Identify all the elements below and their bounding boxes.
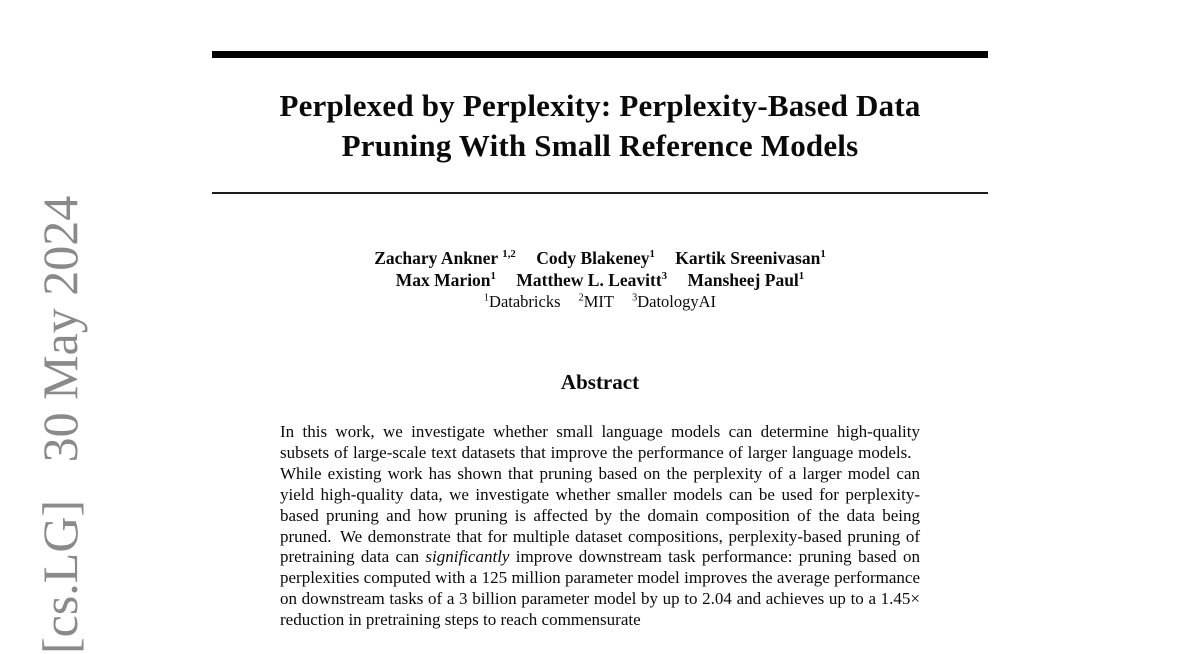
abstract-italic-word: significantly	[425, 547, 510, 567]
author-name	[675, 248, 825, 268]
affiliation-label: Databricks	[489, 292, 561, 311]
affiliation-label: MIT	[583, 292, 614, 311]
affiliation-item	[632, 292, 716, 311]
author-superscript: 1	[649, 248, 655, 261]
abstract-text-part-2: improve downstream task performance: pruning based on perplexities computed with a 125 million parameter model improves the average performance on downstream tasks of a 3 billion parameter model by up to 2.04 and achieves up to a 1.45× reduction in pretraining steps to reach commensurate	[280, 547, 920, 630]
author-name-text: Matthew L. Leavitt	[516, 270, 662, 290]
paper-title-line-1: Perplexed by Perplexity: Perplexity-Based Data	[279, 88, 921, 123]
authors-row-2	[0, 269, 1200, 291]
affiliation-item	[484, 292, 561, 311]
title-rule-top	[212, 51, 988, 58]
author-superscript: 1	[820, 248, 826, 261]
author-name	[374, 248, 516, 268]
author-name	[687, 270, 804, 290]
abstract-text-part-1: In this work, we investigate whether small language models can determine high-quality subsets of large-scale text datasets that improve the performance of larger language models. While existing work has shown that pruning based on the perplexity of a larger model can yield high-quality data, we investigate whether smaller models can be used for perplexity-based pruning and how pruning is affected by the domain composition of the data being pruned. We demonstrate that for multiple dataset compositions, perplexity-based pruning of pretraining data can	[280, 422, 920, 567]
authors-block	[0, 247, 1200, 313]
author-superscript: 3	[661, 270, 668, 283]
author-superscript: 1	[490, 270, 496, 283]
author-superscript: 1	[798, 270, 805, 283]
author-superscript: 1,2	[502, 248, 516, 261]
author-name-text: Max Marion	[395, 270, 491, 290]
paper-title-line-2: Pruning With Small Reference Models	[341, 128, 859, 163]
author-name	[516, 270, 667, 290]
author-name-text: Cody Blakeney	[536, 248, 650, 268]
affiliation-item	[579, 292, 614, 311]
abstract-heading: Abstract	[560, 370, 640, 394]
authors-row-1	[0, 247, 1200, 269]
author-name	[396, 270, 496, 290]
author-name-text: Mansheej Paul	[687, 270, 799, 290]
affiliation-superscript: 3	[632, 292, 638, 304]
affiliation-superscript: 2	[578, 292, 584, 304]
abstract-body	[280, 422, 920, 631]
paper-title	[0, 86, 1200, 166]
affiliation-superscript: 1	[483, 292, 490, 304]
affiliation-label: DatologyAI	[637, 292, 717, 311]
author-name-text: Zachary Ankner	[374, 248, 503, 268]
title-rule-bottom	[212, 192, 988, 194]
arxiv-watermark: [cs.LG] 30 May 2024	[32, 195, 88, 654]
author-name	[536, 248, 655, 268]
author-name-text: Kartik Sreenivasan	[675, 248, 821, 268]
affiliations-row	[0, 291, 1200, 313]
